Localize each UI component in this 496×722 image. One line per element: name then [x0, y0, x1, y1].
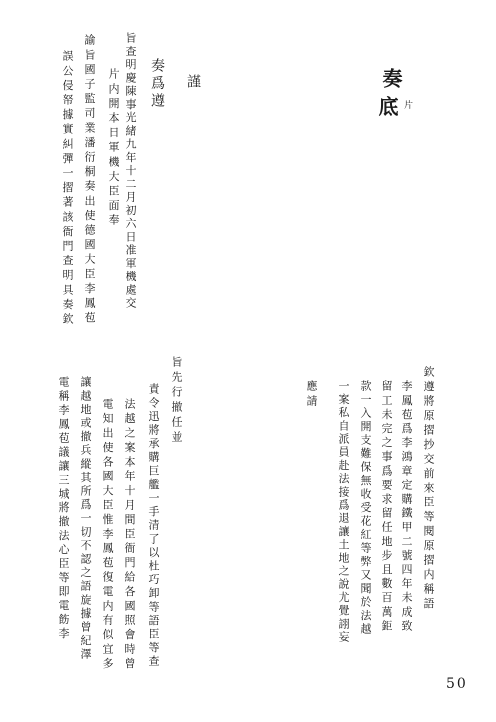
- column-1: 謹: [185, 74, 201, 92]
- column-14: 李鳳苞爲李鴻章定購鐵甲二號四年未成致: [400, 380, 413, 634]
- column-6: 誤公侵帑據實糾彈一摺著該衙門查明具奏欽: [61, 50, 74, 328]
- column-2: 奏爲遵: [149, 58, 165, 111]
- column-15: 留工未完之事爲要求留任地步且數百萬鉅: [380, 380, 393, 634]
- column-4: 片内開本日軍機大臣面奉: [107, 68, 120, 229]
- header-subtitle: 底: [375, 96, 399, 119]
- column-5: 諭旨國子監司業潘衍桐奏出使德國大臣李鳳苞: [83, 34, 96, 326]
- column-7: 旨先行撤任並: [170, 356, 183, 446]
- column-8: 責令迅將承購巨艦一手清了以杜巧卸等語臣等查: [147, 383, 160, 669]
- column-18: 應請: [305, 380, 318, 410]
- column-17: 一案私自派員赴法接爲退讓土地之說尤覺詡妄: [337, 380, 350, 644]
- header-title: 奏: [379, 68, 403, 91]
- column-10: 電知出使各國大臣惟李鳳苞復電内有似宜多: [101, 398, 114, 672]
- column-11: 讓越地或撤兵縱其所爲一切不認之語旋據曾紀澤: [79, 376, 92, 662]
- header-subtitle-note: 片: [402, 100, 412, 110]
- column-3: 旨查明慶陳事光緒九年十二月初六日准軍機處交: [124, 32, 137, 311]
- page-number: 50: [446, 676, 468, 692]
- column-13: 欽遵將原摺抄交前來臣等閱原摺内稱語: [422, 366, 435, 612]
- column-9: 法越之案本年十月間臣衙門給各國照會時曾: [123, 398, 136, 672]
- column-16: 款一入開支難保無收受花紅等弊又聞於法越: [359, 380, 372, 637]
- column-12: 電稱李鳳苞議讓三城將撤法心臣等即電飭李: [57, 376, 70, 642]
